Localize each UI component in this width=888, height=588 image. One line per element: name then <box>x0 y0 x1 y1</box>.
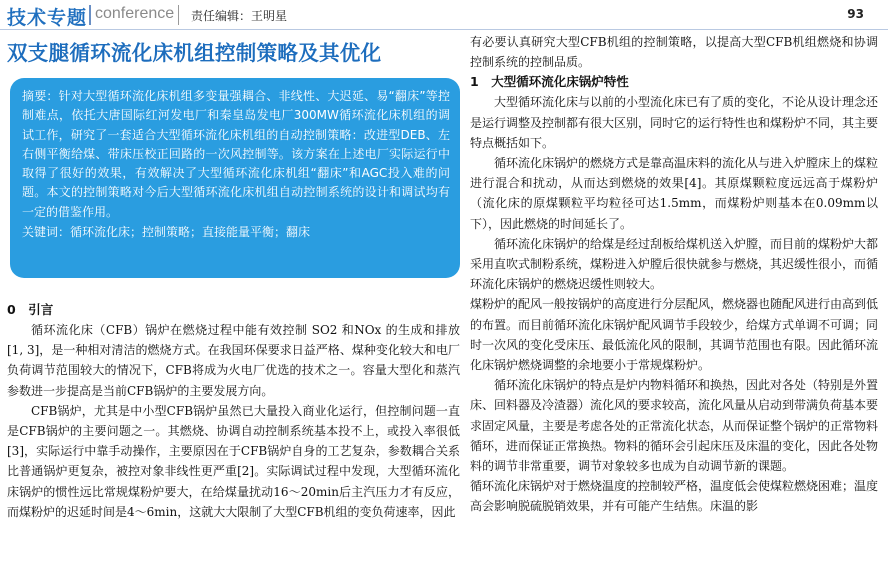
body-paragraph: 循环流化床锅炉的特点是炉内物料循环和换热，因此对各处（特别是外置床、回料器及冷渣器）流化风的要求较高，流化风量从启动到带满负荷基本要求固定风量，主要是考虑各处的正常流化状态，从而保证整个锅炉的正常物料循环，进而保证正常换热。物料的循环会引起床压及床温的变化，因此各处物料的调节非常重要，调节对象较多也成为自动调节新的课题。 <box>470 378 879 474</box>
body-paragraph: 循环流化床（CFB）锅炉在燃烧过程中能有效控制 SO2 和NOx 的生成和排放[1, 3]，是一种相对清洁的燃烧方式。在我国环保要求日益严格、煤种变化较大和电厂负荷调节范围较大的情况下，CFB将成为火电厂优选的技术之一。容量大型化和蒸汽参数进一步提高是当前CFB锅炉的主要发展方向。 <box>7 323 460 398</box>
body-paragraph: CFB锅炉，尤其是中小型CFB锅炉虽然已大量投入商业化运行，但控制问题一直是CFB锅炉的主要问题之一。其燃烧、协调自动控制系统基本投不上，或投入率很低[3]，实际运行中靠手动操作，主要原因在于CFB锅炉自身的工艺复杂，参数耦合关系比普通锅炉更复杂，被控对象非线性更严重[2]。实际调试过程中发现，大型循环流化床锅炉的惯性远比常规煤粉炉要大，在给煤量扰动16～20min后主汽压力才有反应，而煤粉炉的迟延时间是4～6min，这就大大限制了大型CFB机组的变负荷速率，因此 <box>7 403 460 519</box>
body-paragraph: 大型循环流化床与以前的小型流化床已有了质的变化，不论从设计理念还是运行调整及控制都有很大区别，同时它的运行特性也和煤粉炉不同，其主要特点概括如下。 <box>470 95 879 150</box>
body-paragraph: 循环流化床锅炉的燃烧方式是靠高温床料的流化从与进入炉膛床上的煤粒进行混合和扰动，从而达到燃烧的效果[4]。其原煤颗粒度远远高于煤粉炉（流化床的原煤颗粒平均粒径可达1.5mm，而煤粉炉则基本在0.09mm以下），因此燃烧的时间延长了。 <box>470 156 879 231</box>
body-paragraph: 循环流化床锅炉对于燃烧温度的控制较严格，温度低会使煤粒燃烧困难；温度高会影响脱硫脱销效果，并有可能产生结焦。床温的影 <box>470 479 879 514</box>
body-paragraph: 煤粉炉的配风一般按锅炉的高度进行分层配风，燃烧器也随配风进行由高到低的布置。而目前循环流化床锅炉配风调节手段较少，给煤方式单调不可调；同时一次风的变化受床压、最低流化风的限制，其调节范围也有限。因此循环流化床锅炉燃烧调整的余地要小于常规煤粉炉。 <box>470 297 879 373</box>
page-header <box>0 0 888 30</box>
section-heading-boiler-characteristics: 1 大型循环流化床锅炉特性 <box>470 74 629 90</box>
page-number: 93 <box>847 7 864 21</box>
section-heading-intro: 0 引言 <box>7 302 54 317</box>
abstract-text: 摘要：针对大型循环流化床机组多变量强耦合、非线性、大迟延、易“翻床”等控制难点，依托大唐国际红河发电厂和秦皇岛发电厂300MW循环流化床机组的调试工作，研究了一套适合大型循环流化床机组的自动控制策略：改进型DEB、左右侧平衡给煤、带床压校正回路的一次风控制等。该方案在上述电厂实际运行中取得了很好的效果，有效解决了大型循环流化床机组“翻床”和AGC投入难的问题。本文的控制策略对今后大型循环流化床机组自动控制系统的设计和调试均有一定的借鉴作用。 <box>22 89 450 219</box>
column-brand: 技术专题 <box>7 7 88 29</box>
left-column <box>7 300 460 522</box>
header-rule <box>0 29 888 30</box>
abstract-box <box>10 78 460 278</box>
editor-credit: 责任编辑：王明星 <box>191 9 288 23</box>
article-title: 双支腿循环流化床机组控制策略及其优化 <box>7 41 382 65</box>
body-paragraph: 循环流化床锅炉的给煤是经过刮板给煤机送入炉膛，而目前的煤粉炉大都采用直吹式制粉系统，煤粉进入炉膛后很快就参与燃烧，其迟缓性很小，而循环流化床锅炉的燃烧迟缓性则较大。 <box>470 236 879 292</box>
keywords: 关键词：循环流化床；控制策略；直接能量平衡；翻床 <box>22 225 311 240</box>
body-paragraph: 有必要认真研究大型CFB机组的控制策略，以提高大型CFB机组燃烧和协调控制系统的控制品质。 <box>470 35 878 70</box>
right-column <box>470 32 878 517</box>
conference-label: conference <box>95 5 175 22</box>
header-divider <box>178 5 179 25</box>
header-divider <box>89 5 91 25</box>
